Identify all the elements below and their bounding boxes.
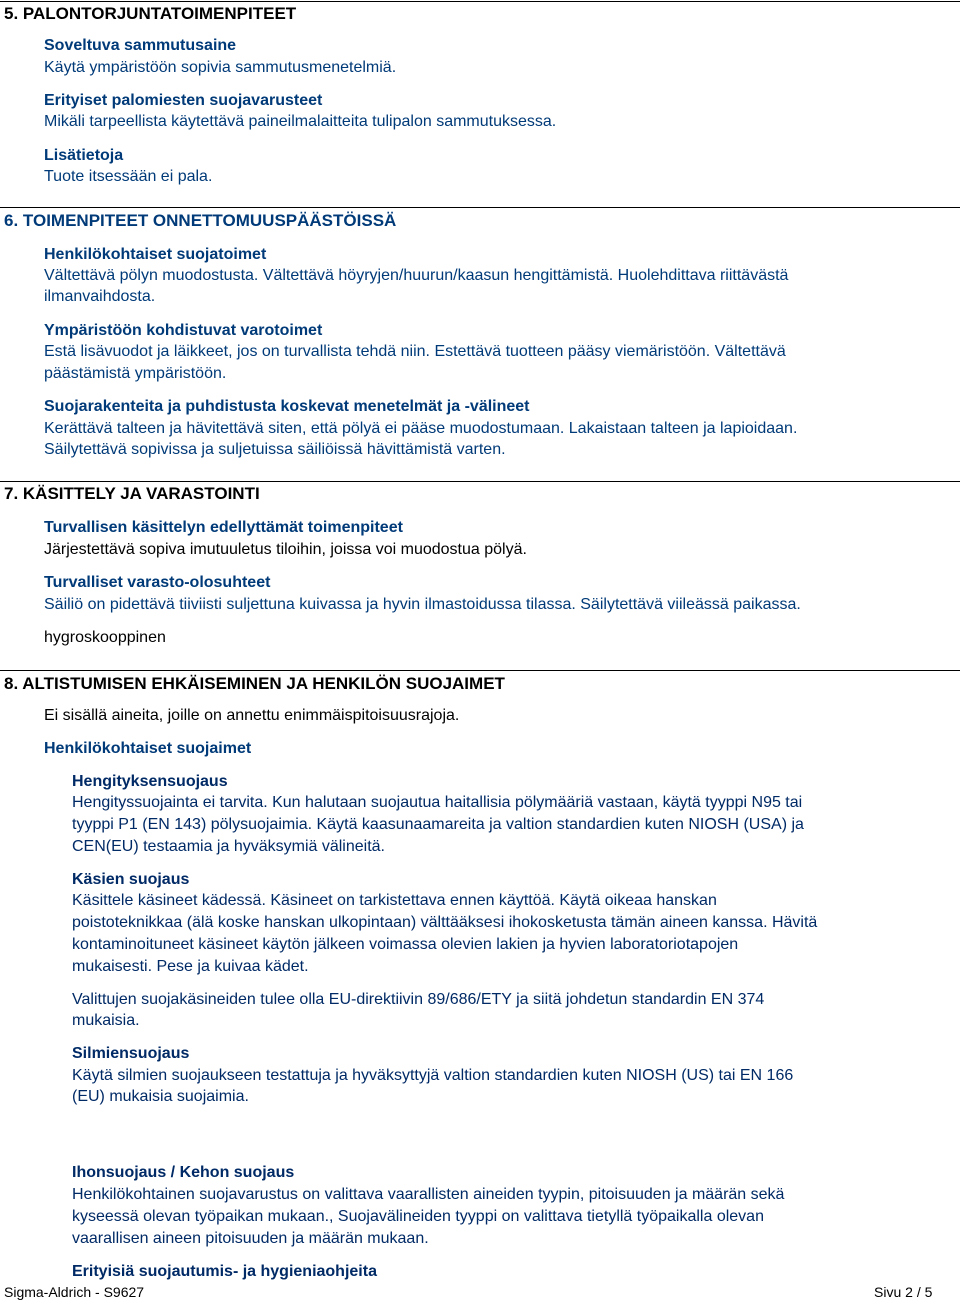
extinguishing-text: Käytä ympäristöön sopivia sammutusmenetelmiä. [44,59,397,76]
storage-conditions-text: Säiliö on pidettävä tiiviisti suljettuna kuivassa ja hyvin ilmastoidussa tilassa. Säilytettävä viileässä paikassa. [44,596,801,613]
skin-protection-line-3: vaarallisen aineen pitoisuuden ja määrän mukaan. [72,1230,429,1247]
firefighter-ppe-heading: Erityiset palomiesten suojavarusteet [44,92,323,109]
skin-protection-line-1: Henkilökohtainen suojavarustus on valittava vaarallisten aineiden tyypin, pitoisuuden ja määrän sekä [72,1186,785,1203]
skin-protection-heading: Ihonsuojaus / Kehon suojaus [72,1164,295,1181]
cleanup-methods-line-2: Säilytettävä sopivissa ja suljetuissa säiliöissä hävittämistä varten. [44,441,506,458]
footer-page-total: 5 [924,1284,933,1300]
section-8-rule [0,670,960,671]
footer-page-number: 2 [905,1284,913,1300]
storage-conditions-heading: Turvalliset varasto-olosuhteet [44,574,271,591]
additional-info-text: Tuote itsessään ei pala. [44,168,213,185]
cleanup-methods-line-1: Kerättävä talteen ja hävitettävä siten, että pölyä ei pääse muodostumaan. Lakaistaan talteen ja lapioidaan. [44,420,798,437]
environmental-precautions-line-1: Estä lisävuodot ja läikkeet, jos on turvallista tehdä niin. Estettävä tuotteen pääsy viemäristöön. Vältettävä [44,343,786,360]
safe-handling-text: Järjestettävä sopiva imutuuletus tiloihin, joissa voi muodostua pölyä. [44,541,527,558]
hand-protection-line-1: Käsittele käsineet kädessä. Käsineet on tarkistettava ennen käyttöä. Käytä oikeaa hanskan [72,892,717,909]
additional-info-heading: Lisätietoja [44,147,124,164]
safe-handling-heading: Turvallisen käsittelyn edellyttämät toimenpiteet [44,519,403,536]
hand-protection-heading: Käsien suojaus [72,871,190,888]
section-7-title: 7. KÄSITTELY JA VARASTOINTI [4,484,260,503]
personal-precautions-heading: Henkilökohtaiset suojatoimet [44,246,267,263]
respiratory-protection-heading: Hengityksensuojaus [72,773,228,790]
section-6-title: 6. TOIMENPITEET ONNETTOMUUSPÄÄSTÖISSÄ [4,211,397,230]
cleanup-methods-heading: Suojarakenteita ja puhdistusta koskevat menetelmät ja -välineet [44,398,530,415]
respiratory-protection-line-1: Hengityssuojainta ei tarvita. Kun halutaan suojautua haitallisia pölymääriä vastaan, käytä tyyppi N95 tai [72,794,803,811]
glove-standard-line-2: mukaisia. [72,1012,140,1029]
eye-protection-heading: Silmiensuojaus [72,1045,190,1062]
hand-protection-line-2: poistoteknikkaa (älä koske hanskan ulkopintaan) välttääksesi ihokosketusta tämän aineen kanssa. Hävitä [72,914,818,931]
environmental-precautions-line-2: päästämistä ympäristöön. [44,365,227,382]
hand-protection-line-4: mukaisesti. Pese ja kuivaa kädet. [72,958,309,975]
firefighter-ppe-text: Mikäli tarpeellista käytettävä paineilmalaitteita tulipalon sammutuksessa. [44,113,557,130]
section-5-title: 5. PALONTORJUNTATOIMENPITEET [4,4,297,23]
exposure-limits-text: Ei sisällä aineita, joille on annettu enimmäispitoisuusrajoja. [44,707,460,724]
section-8-title: 8. ALTISTUMISEN EHKÄISEMINEN JA HENKILÖN SUOJAIMET [4,674,505,693]
section-5-rule [0,1,960,2]
footer-product-id: Sigma-Aldrich - S9627 [4,1284,145,1300]
eye-protection-line-2: (EU) mukaisia suojaimia. [72,1088,249,1105]
glove-standard-line-1: Valittujen suojakäsineiden tulee olla EU-direktiivin 89/686/ETY ja siitä johdetun standardin EN 374 [72,991,765,1008]
footer-page-separator: / [916,1284,921,1300]
hygiene-measures-heading: Erityisiä suojautumis- ja hygieniaohjeita [72,1263,377,1280]
footer-page-label: Sivu [874,1284,902,1300]
personal-protective-equipment-heading: Henkilökohtaiset suojaimet [44,740,252,757]
footer-page-indicator [874,1284,932,1300]
eye-protection-line-1: Käytä silmien suojaukseen testattuja ja hyväksyttyjä valtion standardien kuten NIOSH (US) tai EN 166 [72,1067,794,1084]
respiratory-protection-line-3: CEN(EU) testaamia ja hyväksymiä välineitä. [72,838,385,855]
section-7-rule [0,481,960,482]
hand-protection-line-3: kontaminoituneet käsineet käytön jälkeen voimassa olevien lakien ja hyvien laboratoriotapojen [72,936,739,953]
personal-precautions-line-1: Vältettävä pölyn muodostusta. Vältettävä höyryjen/huurun/kaasun hengittämistä. Huolehdittava riittävästä [44,267,789,284]
personal-precautions-line-2: ilmanvaihdosta. [44,288,156,305]
extinguishing-heading: Soveltuva sammutusaine [44,37,237,54]
skin-protection-line-2: kyseessä olevan työpaikan mukaan., Suojavälineiden tyyppi on valittava tietyllä työpaikalla olevan [72,1208,764,1225]
environmental-precautions-heading: Ympäristöön kohdistuvat varotoimet [44,322,323,339]
section-6-rule [0,207,960,208]
hygroscopic-text: hygroskooppinen [44,629,166,646]
respiratory-protection-line-2: tyyppi P1 (EN 143) pölysuojaimia. Käytä kaasunaamareita ja valtion standardien kuten NIOSH (USA) ja [72,816,804,833]
